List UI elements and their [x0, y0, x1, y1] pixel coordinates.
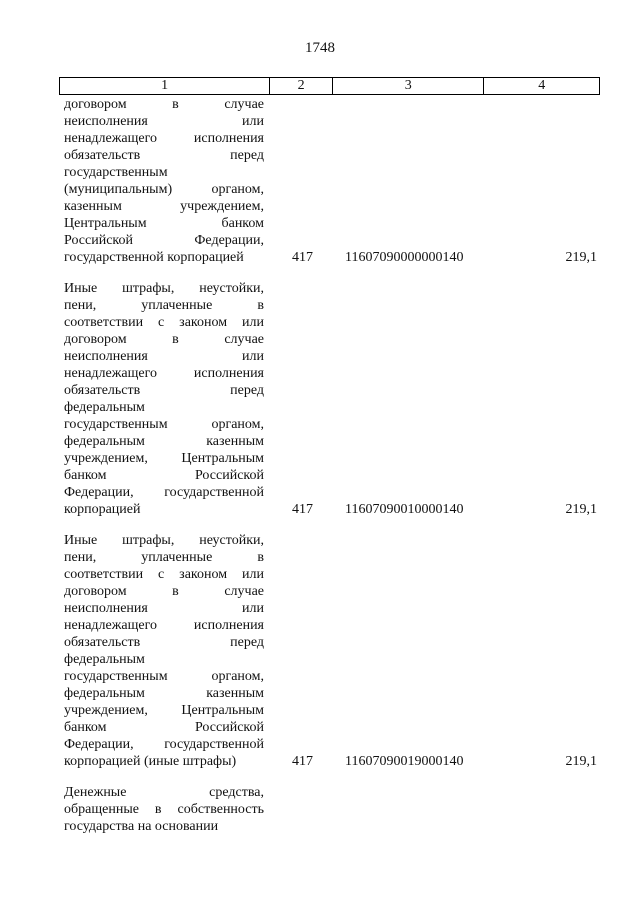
header-col-1: 1 [60, 78, 270, 94]
row-description [64, 280, 264, 518]
description-line: обязательств перед [64, 635, 264, 650]
page-number: 1748 [305, 40, 335, 56]
description-line: договором в случае [64, 97, 264, 112]
row-code-kbk: 11607090010000140 [345, 502, 464, 517]
description-line: Иные штрафы, неустойки, [64, 533, 264, 548]
header-col-4: 4 [538, 78, 546, 93]
description-line: федеральным казенным [64, 686, 264, 701]
description-line: Денежные средства, [64, 785, 264, 800]
description-line: договором в случае [64, 332, 264, 347]
description-line: неисполнения или [64, 349, 264, 364]
row-amount: 219,1 [565, 754, 597, 769]
description-line: учреждением, Центральным [64, 703, 264, 718]
row-description [64, 96, 264, 266]
description-line: ненадлежащего исполнения [64, 131, 264, 146]
description-line: государственной корпорацией [64, 250, 244, 265]
description-line: соответствии с законом или [64, 315, 264, 330]
description-line: договором в случае [64, 584, 264, 599]
row-amount: 219,1 [565, 502, 597, 517]
description-line: обращенные в собственность [64, 802, 264, 817]
row-code-admin: 417 [292, 754, 313, 769]
row-description [64, 532, 264, 770]
description-line: пени, уплаченные в [64, 298, 264, 313]
description-line: учреждением, Центральным [64, 451, 264, 466]
description-line: Центральным банком [64, 216, 264, 231]
description-line: (муниципальным) органом, [64, 182, 264, 197]
description-line: Российской Федерации, [64, 233, 264, 248]
description-line: ненадлежащего исполнения [64, 366, 264, 381]
row-code-kbk: 11607090019000140 [345, 754, 464, 769]
description-line: обязательств перед [64, 383, 264, 398]
description-line: банком Российской [64, 468, 264, 483]
description-line: пени, уплаченные в [64, 550, 264, 565]
header-col-3: 3 [333, 78, 484, 94]
description-line: государственным органом, [64, 417, 264, 432]
description-line: Федерации, государственной [64, 485, 264, 500]
row-code-admin: 417 [292, 250, 313, 265]
description-line: корпорацией [64, 502, 141, 517]
description-line: соответствии с законом или [64, 567, 264, 582]
description-line: государственным органом, [64, 669, 264, 684]
row-amount: 219,1 [565, 250, 597, 265]
description-line: Иные штрафы, неустойки, [64, 281, 264, 296]
table-header-row [59, 77, 600, 95]
row-code-kbk: 11607090000000140 [345, 250, 464, 265]
description-line: обязательств перед [64, 148, 264, 163]
description-line: Федерации, государственной [64, 737, 264, 752]
description-line: казенным учреждением, [64, 199, 264, 214]
description-line: ненадлежащего исполнения [64, 618, 264, 633]
header-col-2: 2 [270, 78, 333, 94]
description-line: государственным [64, 165, 168, 180]
description-line: федеральным казенным [64, 434, 264, 449]
description-line: неисполнения или [64, 601, 264, 616]
row-code-admin: 417 [292, 502, 313, 517]
description-line: корпорацией (иные штрафы) [64, 754, 237, 769]
description-line: федеральным [64, 400, 145, 415]
description-line: неисполнения или [64, 114, 264, 129]
row-description [64, 784, 264, 835]
description-line: банком Российской [64, 720, 264, 735]
description-line: федеральным [64, 652, 145, 667]
description-line: государства на основании [64, 819, 219, 834]
